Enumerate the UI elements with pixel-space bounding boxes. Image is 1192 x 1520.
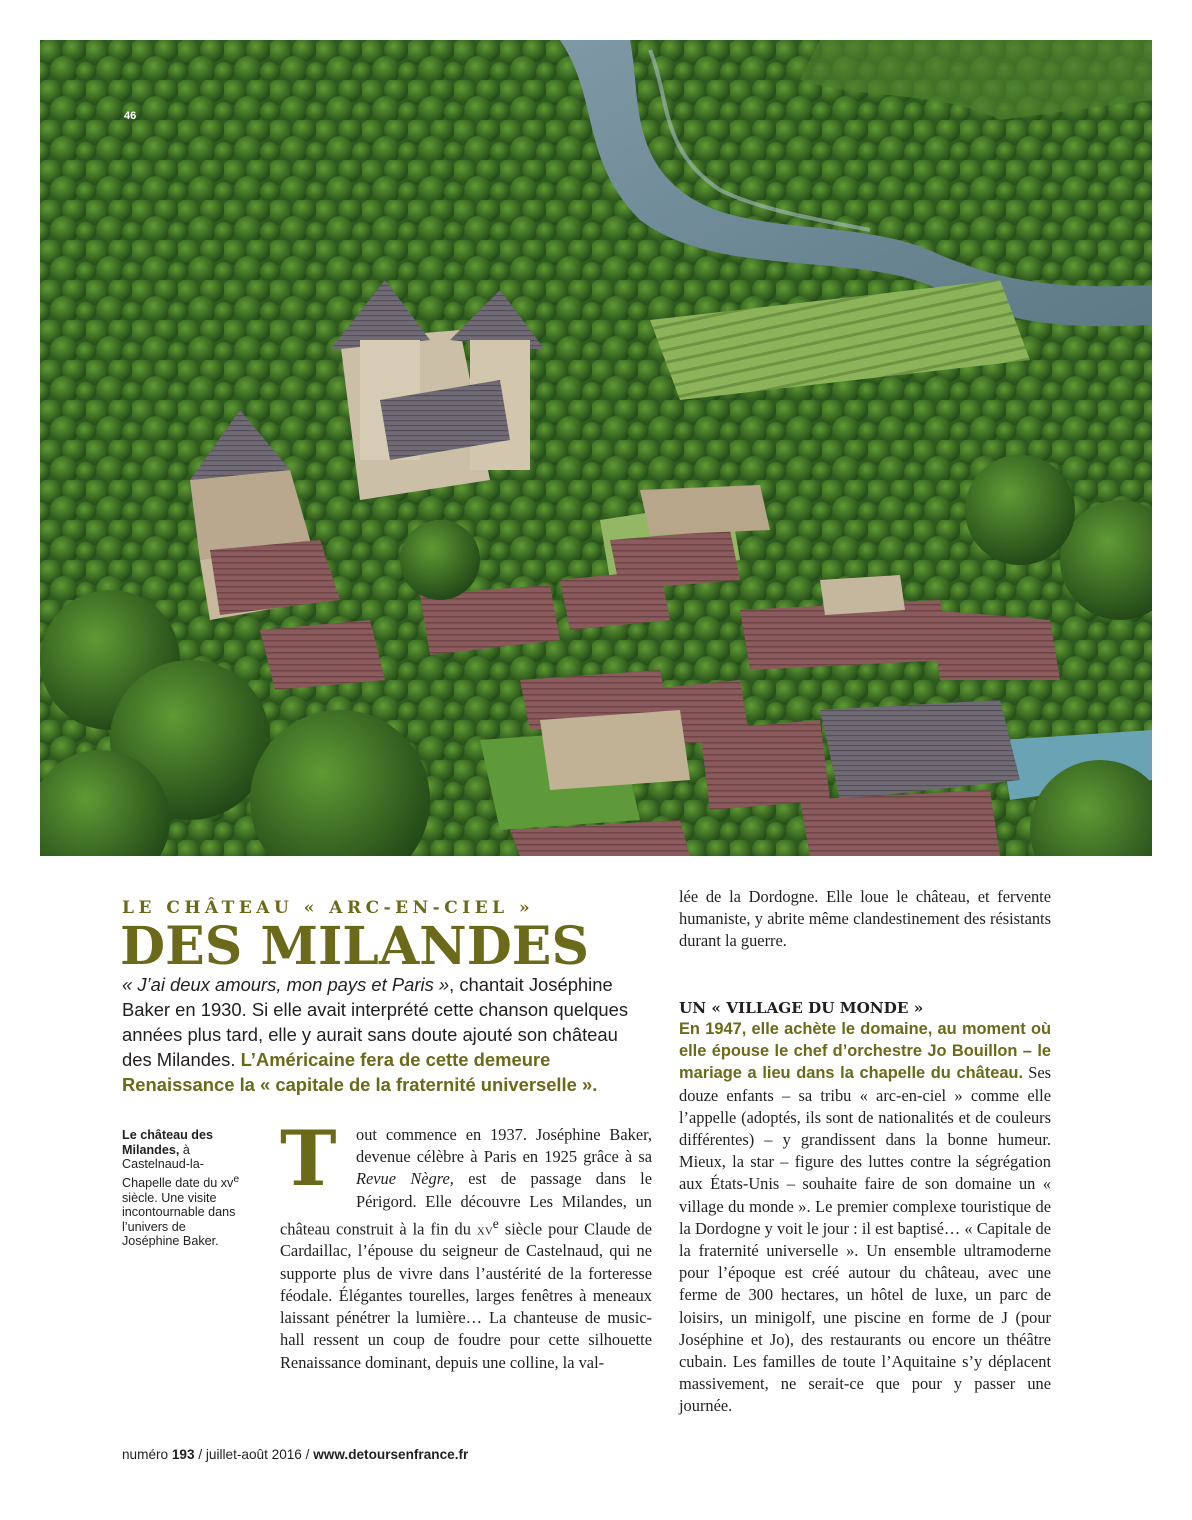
- article-headline: DES MILANDES: [120, 916, 589, 977]
- footer-date: / juillet-août 2016 /: [194, 1447, 314, 1462]
- body-column-2: [679, 998, 1051, 1418]
- standfirst-highlight: L’Américaine fera de cette demeure Renaissance la « capitale de la fraternité universelle ».: [122, 1049, 598, 1095]
- section-body: Ses douze enfants – sa tribu « arc-en-ciel » comme elle l’appelle (adoptés, ils sont de nationalités et de couleurs différentes) – y grandissent dans la bonne humeur. Mieux, la star – figure des luttes contre la ségrégation aux États-Unis – souhaite faire de son domaine un « village du monde ». Le premier complexe touristique de la Dordogne y voit le jour : il est baptisé… « Capitale de la fraternité universelle ». Un ensemble ultramoderne pour l’époque est créé autour du château, avec une ferme de 300 hectares, un hôtel de luxe, un parc de loisirs, un minigolf, une piscine en forme de J (pour Joséphine et Jo), des restaurants ou encore un théâtre cubain. Les familles de toute l’Aquitaine s’y déplacent massivement, ne serait-ce que pour y passer une journée.: [679, 1063, 1051, 1416]
- col1-sup: e: [492, 1215, 499, 1231]
- section-lead: En 1947, elle achète le domaine, au moment où elle épouse le chef d’orchestre Jo Bouillon – le mariage a lieu dans la chapelle du château.: [679, 1020, 1051, 1083]
- caption-text: à Castelnaud-la-Chapelle date du xv: [122, 1142, 234, 1190]
- hero-photo: [40, 40, 1152, 856]
- col1-text-2: est de passage dans le Périgord. Elle découvre Les Milandes, un château construit à la fin du: [280, 1169, 652, 1239]
- standfirst-text: , chantait Joséphine Baker en 1930. Si elle avait interprété cette chanson quelques années plus tard, elle y aurait sans doute ajouté son château des Milandes.: [122, 974, 629, 1070]
- col1-century: xv: [476, 1219, 493, 1239]
- col1-text-3: siècle pour Claude de Cardaillac, l’épouse du seigneur de Castelnaud, qui ne supporte plus de vivre dans l’austérité de la forteresse féodale. Élégantes tourelles, larges fenêtres à meneaux laissant pénétrer la lumière… La chanteuse de music-hall ressent un coup de foudre pour cette silhouette Renaissance dominant, depuis une colline, la val-: [280, 1219, 652, 1372]
- footer-url[interactable]: www.detoursenfrance.fr: [313, 1447, 469, 1462]
- page-footer: [122, 1447, 468, 1462]
- photo-caption: [122, 1128, 242, 1249]
- col2-continuation: lée de la Dordogne. Elle loue le château, et fervente humaniste, y abrite même clandestinement des résistants durant la guerre.: [679, 887, 1051, 951]
- col1-italic: Revue Nègre,: [356, 1169, 454, 1189]
- footer-prefix: numéro: [122, 1447, 172, 1462]
- caption-sup: e: [233, 1172, 240, 1185]
- drop-cap: T: [280, 1114, 337, 1203]
- body-column-2-top: [679, 886, 1051, 953]
- section-subhead: UN « VILLAGE DU MONDE »: [679, 999, 924, 1017]
- caption-title: Le château des Milandes,: [122, 1128, 213, 1157]
- body-column-1: [280, 1114, 652, 1374]
- col1-text-1: out commence en 1937. Joséphine Baker, devenue célèbre à Paris en 1925 grâce à sa: [356, 1125, 652, 1167]
- article-kicker: LE CHÂTEAU « ARC-EN-CIEL »: [122, 898, 535, 918]
- page-number: 46: [124, 110, 137, 122]
- aerial-photo-icon: [40, 40, 1152, 856]
- caption-text-2: siècle. Une visite incontournable dans l’univers de Joséphine Baker.: [122, 1190, 236, 1249]
- footer-issue: 193: [171, 1447, 195, 1462]
- standfirst-quote: « J’ai deux amours, mon pays et Paris »: [122, 974, 450, 995]
- article-standfirst: [122, 972, 647, 1097]
